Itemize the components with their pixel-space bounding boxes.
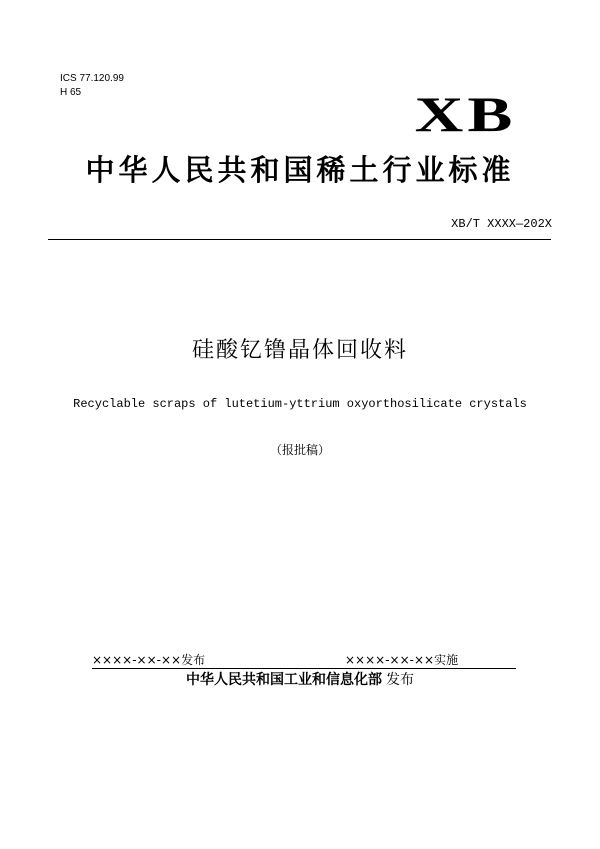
standard-logo: XB bbox=[414, 86, 516, 142]
footer-divider bbox=[92, 668, 516, 669]
issue-date: ××××-××-××发布 bbox=[92, 653, 206, 667]
document-title-cn: 硅酸钇镥晶体回收料 bbox=[191, 338, 408, 363]
ics-code: ICS 77.120.99 bbox=[60, 73, 124, 84]
header-divider bbox=[48, 239, 551, 240]
publisher-name: 中华人民共和国工业和信息化部 bbox=[186, 672, 382, 688]
classification-code: H 65 bbox=[60, 87, 82, 98]
implementation-date: ××××-××-××实施 bbox=[345, 653, 459, 667]
document-stage: （报批稿） bbox=[269, 443, 330, 457]
standard-number: XB/T XXXX—202X bbox=[451, 217, 552, 231]
publisher-line bbox=[0, 670, 600, 690]
standard-category-title: 中华人民共和国稀土行业标准 bbox=[85, 153, 515, 187]
publish-verb: 发布 bbox=[386, 672, 414, 688]
document-title-en: Recyclable scraps of lutetium-yttrium oxyorthosilicate crystals bbox=[73, 397, 527, 411]
